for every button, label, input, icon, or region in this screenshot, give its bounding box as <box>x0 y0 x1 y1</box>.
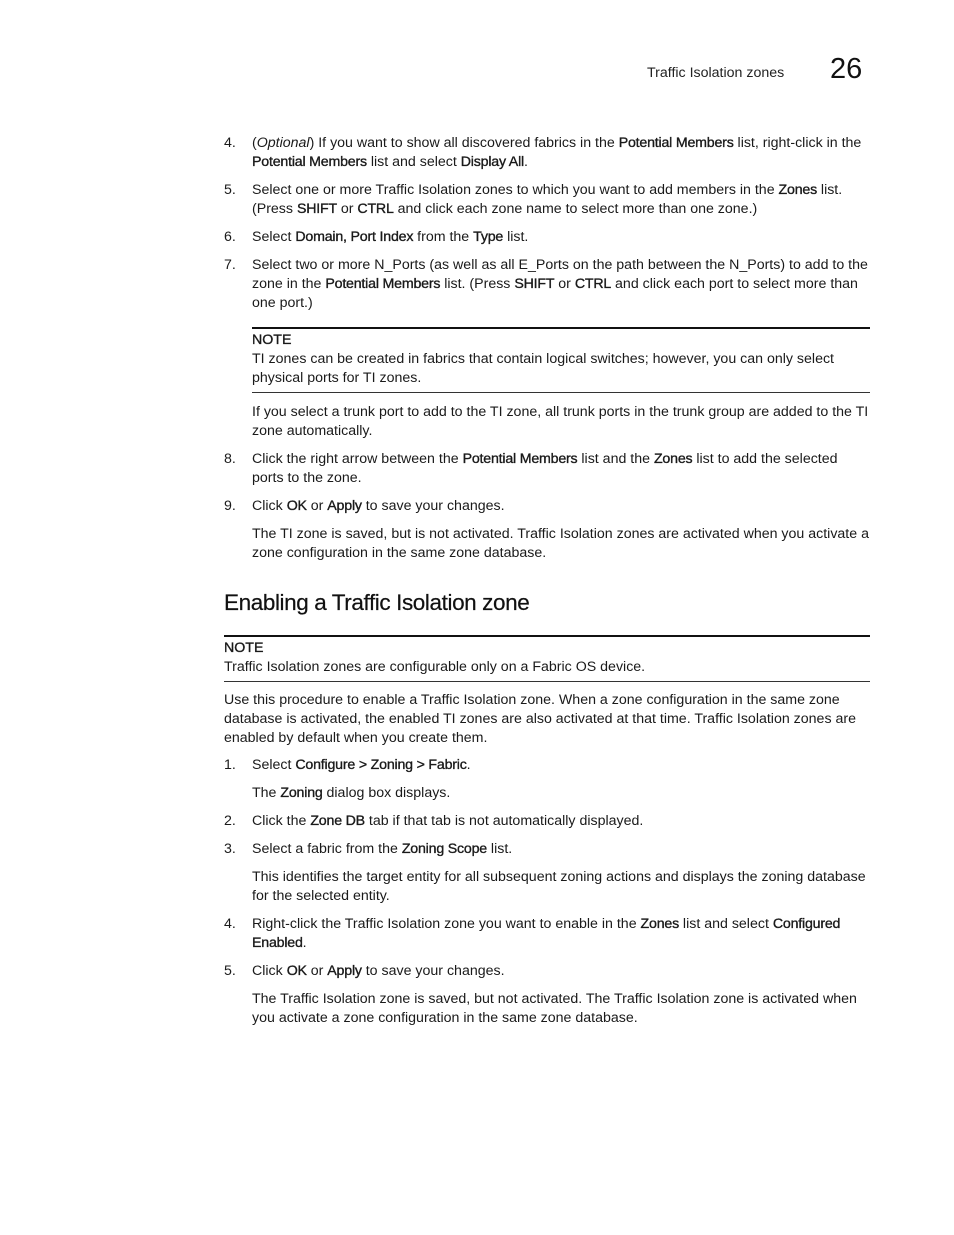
step-5-select-zones <box>224 181 870 219</box>
step-3-zoning-scope <box>224 840 870 859</box>
step-number: 4. <box>224 916 236 932</box>
note-label: NOTE <box>224 640 264 656</box>
note-label: NOTE <box>252 332 292 348</box>
step-number: 7. <box>224 257 236 273</box>
step-number: 3. <box>224 841 236 857</box>
step-text: Click the right arrow between the Potential Members list and the Zones list to add the selected ports to the zone. <box>252 451 838 486</box>
step-number: 6. <box>224 229 236 245</box>
step-text: Click OK or Apply to save your changes. <box>252 498 505 514</box>
note-text: TI zones can be created in fabrics that contain logical switches; however, you can only select physical ports for TI zones. <box>252 351 834 386</box>
step-4-show-fabrics <box>224 134 870 172</box>
step-5-save <box>224 962 870 981</box>
step-1-select-menu <box>224 756 870 775</box>
step-text: Click OK or Apply to save your changes. <box>252 963 505 979</box>
step-text: Select Configure > Zoning > Fabric. <box>252 757 471 773</box>
step-text: Select one or more Traffic Isolation zones to which you want to add members in the Zones list. (Press SHIFT or CTRL and click each zone name to select more than one zone.) <box>252 182 843 217</box>
chapter-number: 26 <box>830 53 863 85</box>
step-text: Select Domain, Port Index from the Type list. <box>252 229 529 245</box>
step-text: Select a fabric from the Zoning Scope list. <box>252 841 513 857</box>
step-2-zone-db-tab <box>224 812 870 831</box>
step-4-configured-enabled <box>224 915 870 953</box>
paragraph-identifies-target: This identifies the target entity for all subsequent zoning actions and displays the zoning database for the selected entity. <box>252 869 866 904</box>
step-text: Select two or more N_Ports (as well as all E_Ports on the path between the N_Ports) to add to the zone in the Potential Members list. (Press SHIFT or CTRL and click each port to select more than one port.) <box>252 257 868 311</box>
paragraph-procedure-intro: Use this procedure to enable a Traffic Isolation zone. When a zone configuration in the same zone database is activated, the enabled TI zones are also activated at that time. Traffic Isolation zones are enabled by default when you create them. <box>224 692 856 746</box>
step-number: 5. <box>224 182 236 198</box>
step-number: 4. <box>224 135 236 151</box>
step-8-right-arrow <box>224 450 870 488</box>
step-text: Right-click the Traffic Isolation zone you want to enable in the Zones list and select Configured Enabled. <box>252 916 841 951</box>
step-number: 9. <box>224 498 236 514</box>
paragraph-trunk-port: If you select a trunk port to add to the TI zone, all trunk ports in the trunk group are added to the TI zone automatically. <box>252 404 869 439</box>
step-9-save <box>224 497 870 516</box>
step-number: 1. <box>224 757 236 773</box>
paragraph-ti-saved: The TI zone is saved, but is not activated. Traffic Isolation zones are activated when you activate a zone configuration in the same zone database. <box>252 526 869 561</box>
paragraph-zone-saved: The Traffic Isolation zone is saved, but not activated. The Traffic Isolation zone is activated when you activate a zone configuration in the same zone database. <box>252 991 857 1026</box>
step-number: 2. <box>224 813 236 829</box>
note-box-logical-switches <box>252 327 870 393</box>
step-number: 8. <box>224 451 236 467</box>
paragraph-zoning-dialog: The Zoning dialog box displays. <box>252 785 451 801</box>
step-7-select-nports <box>224 256 870 313</box>
step-number: 5. <box>224 963 236 979</box>
step-text: (Optional) If you want to show all discovered fabrics in the Potential Members list, right-click in the Potential Members list and select Display All. <box>252 135 862 170</box>
note-box-fabric-os <box>224 635 870 682</box>
running-header-title: Traffic Isolation zones <box>647 65 785 81</box>
note-text: Traffic Isolation zones are configurable only on a Fabric OS device. <box>224 659 646 675</box>
step-6-select-type <box>224 228 870 247</box>
step-text: Click the Zone DB tab if that tab is not automatically displayed. <box>252 813 644 829</box>
section-heading: Enabling a Traffic Isolation zone <box>224 590 530 615</box>
